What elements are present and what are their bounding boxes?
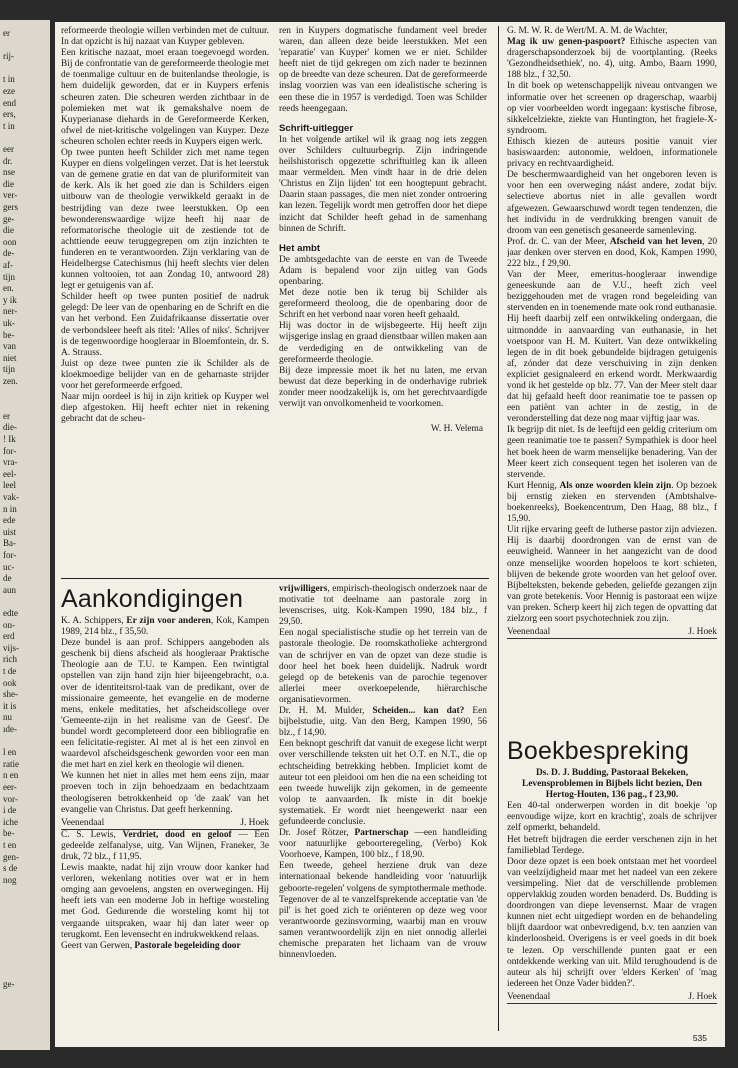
entry-paragraph bbox=[61, 638, 269, 771]
entry-author: Dr. Josef Rötzer, bbox=[279, 828, 349, 839]
paragraph: Hij was doctor in de wijsbegeerte. Hij heeft zijn wijsgerige inslag en graad dienstbaar willen maken aan de verdediging en de ontwikkeling van de gereformeerde theologie. bbox=[279, 321, 487, 365]
strip-fragment: t in bbox=[3, 74, 15, 85]
strip-fragment: eze bbox=[3, 86, 15, 96]
signature-place: Veenendaal bbox=[61, 817, 105, 828]
strip-fragment: nog bbox=[3, 874, 17, 885]
entry-paragraph bbox=[507, 37, 717, 81]
entry-text: Ethisch kiezen de auteurs positie vanuit vier basiswaarden: autonomie, weldoen, informationele privacy en rechtvaardigheid. bbox=[507, 136, 717, 170]
paragraph: Schilder heeft op twee punten positief de nadruk gelegd: De leer van de openbaring en de Schrift en die van het verbond. Een Zuidafrikaanse dissertatie over de verbondsleer heeft als titel: 'Alles of niks'. Schrijver is de tegenwoordige hoogleraar in Bloemfontein, dr. S. A. Strauss. bbox=[61, 292, 269, 358]
book-review-heading: Boekbespreking bbox=[507, 737, 690, 765]
strip-fragment: nse bbox=[3, 167, 15, 178]
entry-paragraph bbox=[507, 270, 717, 425]
entry-paragraph bbox=[507, 26, 717, 37]
strip-fragment: ge- bbox=[3, 213, 15, 224]
strip-fragment: vra- bbox=[3, 457, 18, 468]
strip-fragment: niet bbox=[3, 352, 17, 363]
entry-paragraph bbox=[61, 941, 269, 952]
strip-fragment: rich bbox=[3, 654, 17, 665]
strip-fragment: ge- bbox=[3, 979, 15, 990]
entry-text: G. M. W. R. de Wert/M. A. M. de Wachter, bbox=[507, 26, 668, 36]
entry-text: Tegenover de al te vanzelfsprekende acceptatie van 'de pil' is het goed zich te oriënteren op deze weg voor verantwoorde gezinsvorming, waarbij man en vrouw samen verantwoordelijk zijn en niet onnodig allerlei chemische preparaten het lichaam van de vrouw binnenvloeden. bbox=[279, 894, 487, 961]
entry-text: Deze bundel is aan prof. Schippers aangeboden als geschenk bij diens afscheid als hoogleraar Praktische Theologie aan de T.U. te Kampen. Een twintigtal opstellen van zijn hand zijn hier bijeengebracht, o.a. over de identiteitsrol-taak van de predikant, over de missionaire gemeente, het evangelie en de moderne mens, enkele meditaties, het afscheidscollege over 'Gemeente-zijn in het realisme van de Geest'. De bundel wordt gecompleteerd door een bibliografie en een felicitatie-register. Al met al is het een zinvol en waardevol afscheidsgeschenk geworden voor een man die met hart en ziel kerk en theologie wil dienen. bbox=[61, 638, 269, 771]
entry-title: vrijwilligers bbox=[279, 584, 328, 594]
signature-place: Veenendaal bbox=[507, 627, 551, 638]
entry-publication: , Kok, Kampen 1989, 214 blz., f 35,50. bbox=[61, 616, 269, 638]
entry-author: Geert van Gerwen, bbox=[61, 940, 133, 951]
entry-publication: —een handleiding voor natuurlijke geboorteregeling, (Verbo) Kok Voorhoeve, Kampen, 100 blz., f 18,90. bbox=[279, 828, 487, 861]
strip-fragment: t in bbox=[3, 120, 15, 131]
signature-row bbox=[61, 818, 269, 830]
strip-fragment: die bbox=[3, 225, 14, 236]
section-heading: Schrift-uitlegger bbox=[279, 122, 354, 134]
paragraph: Naar mijn oordeel is hij in zijn kritiek op Kuyper wel diep afgestoken. Hij heeft echter niet in rekening gebracht dat de scheu- bbox=[61, 392, 269, 425]
strip-fragment: on- bbox=[3, 619, 15, 630]
strip-fragment: i de bbox=[3, 805, 17, 816]
entry-paragraph bbox=[279, 584, 487, 628]
signature-row bbox=[507, 992, 717, 1004]
strip-fragment: vor- bbox=[3, 793, 18, 804]
entry-text: In dit boek op wetenschappelijk niveau ontvangen we informatie over het screenen op dragerschap, waarbij op vier voorbeelden wordt ingegaan: kystische fibrose, sikkelcelziekte, ziekte van Huntington, het fragiele-X-syndroom. bbox=[507, 81, 717, 136]
strip-fragment: Ba- bbox=[3, 538, 16, 549]
strip-fragment: af- bbox=[3, 260, 13, 270]
strip-fragment: be- bbox=[3, 329, 15, 340]
strip-fragment: y ik bbox=[3, 294, 17, 305]
paragraph: Een 40-tal onderwerpen worden in dit boekje 'op eenvoudige wijze, kort en krachtig', zoals de schrijver zelf opmerkt, behandeld. bbox=[507, 801, 717, 834]
entry-text: Lewis maakte, nadat hij zijn vrouw door kanker had verloren, wekenlang notities over wat er in hem omging aan gevoelens, angsten en overwegingen. Hij heeft iets van een moderne Job in heftige worsteling met God. Gedurende die worsteling komt hij tot vergaande uitspraken, waar hij dan later weer op terugkomt. Een levensecht en indrukwekkend relaas. bbox=[61, 863, 269, 940]
strip-fragment: ook bbox=[3, 677, 17, 688]
article-column-2 bbox=[279, 26, 487, 574]
entry-title: Er zijn voor anderen bbox=[126, 616, 211, 626]
entry-publication: , 20 jaar denken over sterven en dood, Kok, Kampen 1990, 222 blz., f 29,90. bbox=[507, 236, 717, 269]
author-signature: W. H. Velema bbox=[430, 424, 483, 435]
entry-paragraph bbox=[279, 828, 487, 861]
strip-fragment: s de bbox=[3, 863, 18, 874]
section-heading: Het ambt bbox=[279, 242, 321, 254]
strip-fragment: she- bbox=[3, 689, 18, 700]
paragraph: Een kritische nazaat, moet eraan toegevoegd worden. Bij de confrontatie van de gereformeerde theologie met de toenmalige cultuur en de buitenlandse theologie, is hem duidelijk geworden, dat er in Kuypers erfenis scheuren zaten. Die scheuren werden zichtbaar in de polemieken met wat ik gemakshalve noem de Kuyperianase diehards in de Gereformeerde Kerken, ofwel de niet-kritische volgelingen van Kuyper. Deze scheuren scholen echter reeds in Kuypers eigen werk. bbox=[61, 48, 269, 147]
entry-publication: Ethische aspecten van dragerschapsonderzoek bij de voortplanting. (Reeks 'Gezondheidsethiek', no. 4), uitg. Ambo, Baarn 1990, 188 blz., f 32,50. bbox=[507, 37, 717, 81]
signature-author: J. Hoek bbox=[240, 817, 269, 828]
article-column-3 bbox=[507, 26, 717, 731]
strip-fragment: iche bbox=[3, 816, 18, 827]
paragraph: Door deze opzet is een boek ontstaan met het voordeel van veelzijdigheid maar met het nadeel van een zekere versimpeling. Niet dat de verschillende problemen oppervlakkig zouden worden benaderd. Ds. Budding is doordrongen van diepe levensernst. Maar de vragen kunnen niet echt uitgediept worden en de behandeling blijft daardoor wat onbevredigend, b.v. ten aanzien van kinderloosheid. Overigens is er veel goeds in dit boek te lezen. Op verschillende punten gaat er een ontdekkende werking van uit. Mild terughoudend is de auteur als hij schrijft over 'elders Kerken' of 'mag iedereen het Onze Vader bidden?'. bbox=[507, 856, 717, 989]
entry-author: Dr. H. M. Mulder, bbox=[279, 706, 365, 717]
entry-author: K. A. Schippers, bbox=[61, 616, 124, 626]
entry-text: Van der Meer, emeritus-hoogleraar inwendige geneeskunde aan de V.U., heeft zich veel beziggehouden met de vragen rond begeleiding van stervenden en in toenemende mate ook rond euthanasie. Hij heeft daarbij zelf een ontwikkeling ondergaan, die uitmondde in aanvaarding van euthanasie, in het voetspoor van H. M. Kuitert. Van deze ontwikkeling legen de in dit boek gebundelde bijdragen getuigenis af, zónder dat deze verschuiving in zijn denken expliciet gesignaleerd en erkend wordt. Merkwaardig vond ik het gestelde op blz. 77. Van der Meer stelt daar dat hij gefaald heeft door reanimatie toe te passen op een patiënt van achter in de zestig, in de veronderstelling dat deze nog maar vijftig jaar was. bbox=[507, 270, 717, 425]
entry-title: Verdriet, dood en geloof bbox=[122, 829, 232, 840]
entry-paragraph bbox=[279, 628, 487, 706]
strip-fragment: er bbox=[3, 28, 10, 38]
entry-author: Kurt Hennig, bbox=[507, 480, 557, 491]
paragraph: reformeerde theologie willen verbinden met de cultuur. In dat opzicht is hij nazaat van Kuyper gebleven. bbox=[61, 26, 269, 48]
strip-fragment: die- bbox=[3, 422, 17, 433]
strip-fragment: rij- bbox=[3, 51, 14, 62]
paragraph: Bij deze impressie moet ik het nu laten, me ervan bewust dat deze beperking in de onderhavige rubriek zonder meer noodzakelijk is, om het gerechtvaardigde verwijt van onvolkomenheid te voorkomen. bbox=[279, 365, 487, 409]
paragraph: Met deze notie ben ik terug bij Schilder als gereformeerd theoloog, die de openbaring door de Schrift en het verbond naar voren heeft gehaald. bbox=[279, 288, 487, 321]
paragraph: De ambtsgedachte van de eerste en van de Tweede Adam is bepalend voor zijn uitleg van Gods openbaring. bbox=[279, 254, 487, 287]
strip-fragment: it is bbox=[3, 700, 17, 711]
announcements-column bbox=[61, 582, 269, 1032]
entry-title: Als onze woorden klein zijn bbox=[559, 480, 672, 491]
paragraph: Op twee punten heeft Schilder zich met name tegen Kuyper en diens volgelingen verzet. Dat is het leerstuk van de gemene gratie en dat van de pluriformiteit van de kerk. Als ik het goed zie dan is Schilders eigen uitbouw van de theologie verwikkeld geraakt in de bestrijding van deze twee leerstukken. Op een bewonderenswaardige wijze heeft hij naar de reformatorische theologie uit de zestiende tot de achttiende eeuw teruggegrepen om zijn inzichten te funderen en te verantwoorden. Zijn verklaring van de Heidelbergse Catechismus (hij heeft slechts vier delen kunnen voltooien, tot aan Zondag 10, antwoord 28) legt er getuigenis van af. bbox=[61, 148, 269, 292]
entry-title: Afscheid van het leven bbox=[609, 236, 703, 247]
strip-fragment: vijs- bbox=[3, 642, 20, 653]
paragraph: In het volgende artikel wil ik graag nog iets zeggen over Schilders cultuurbegrip. Zijn indringende heilshistorisch opgezette schriftuitleg kan ik alleen maar vermelden. Men vindt haar in de drie delen 'Christus en Zijn lijden' tot een hoogtepunt gebracht. Daarin staan passages, die men niet zonder ontroering kan lezen. Tegelijk wordt men getroffen door het diepe inzicht dat Schilder heeft gehad in de samenhang binnen de Schrift. bbox=[279, 134, 487, 234]
article-column-1 bbox=[61, 26, 269, 574]
signature-place: Veenendaal bbox=[507, 991, 551, 1002]
strip-fragment: gen- bbox=[3, 851, 19, 862]
strip-fragment: t de bbox=[3, 666, 17, 676]
announcements-heading: Aankondigingen bbox=[61, 585, 244, 613]
page-number: 535 bbox=[692, 1033, 707, 1043]
entry-title: Partnerschap bbox=[354, 828, 409, 839]
entry-publication: , empirisch-theologisch onderzoek naar de motivatie tot deelname aan pastorale zorg in levenscrises, uitg. Kok-Kampen 1990, 184 blz., f 29,50. bbox=[279, 584, 487, 628]
strip-fragment: ratie bbox=[3, 758, 19, 769]
entry-paragraph bbox=[507, 137, 717, 170]
entry-author: C. S. Lewis, bbox=[61, 829, 116, 840]
strip-fragment: die bbox=[3, 178, 14, 189]
paragraph: Het betreft bijdragen die eerder verschenen zijn in het familieblad Terdege. bbox=[507, 834, 717, 856]
signature-row bbox=[507, 627, 717, 639]
strip-fragment: be- bbox=[3, 828, 15, 839]
signature-author: J. Hoek bbox=[688, 991, 717, 1002]
entry-text: We kunnen het niet in alles met hem eens zijn, maar proeven toch in zijn behoedzaam en bedachtzaam theologiseren betrokkenheid op 'de zaak' van het evangelie van Christus. Dat geeft herkenning. bbox=[61, 771, 269, 815]
strip-fragment: de- bbox=[3, 248, 15, 259]
strip-fragment: tijn bbox=[3, 364, 16, 375]
strip-fragment: for- bbox=[3, 550, 17, 560]
entry-paragraph bbox=[61, 616, 269, 638]
strip-fragment: n in bbox=[3, 503, 17, 514]
entry-paragraph bbox=[507, 525, 717, 625]
entry-paragraph bbox=[279, 861, 487, 894]
entry-text: Een tweede, geheel herziene druk van deze internationaal bekende handleiding voor 'natuurlijk geboorte-regelen' volgens de symptothermale methode. bbox=[279, 861, 487, 894]
entry-paragraph bbox=[61, 863, 269, 941]
strip-fragment: ner- bbox=[3, 306, 18, 317]
paragraph: Juist op deze twee punten zie ik Schilder als de kloekmoedige belijder van en de geharnaste strijder voor het gereformeerde erfgoed. bbox=[61, 358, 269, 391]
entry-paragraph bbox=[279, 739, 487, 828]
entry-paragraph bbox=[61, 830, 269, 863]
strip-fragment: l en bbox=[3, 747, 17, 758]
strip-fragment: vak- bbox=[3, 492, 19, 502]
strip-fragment: uc- bbox=[3, 561, 15, 572]
entry-paragraph bbox=[279, 895, 487, 962]
strip-fragment: ver- bbox=[3, 190, 18, 201]
announcements-column-2 bbox=[279, 584, 487, 1034]
strip-fragment: ede bbox=[3, 515, 16, 526]
strip-fragment: gers bbox=[3, 202, 18, 212]
strip-fragment: aun bbox=[3, 584, 16, 595]
entry-title: Pastorale begeleiding door bbox=[134, 940, 241, 951]
signature-author: J. Hoek bbox=[688, 627, 717, 638]
entry-paragraph bbox=[61, 771, 269, 815]
strip-fragment: er bbox=[3, 410, 10, 421]
strip-fragment: erd bbox=[3, 631, 15, 642]
strip-fragment: edte bbox=[3, 608, 18, 618]
entry-paragraph bbox=[507, 81, 717, 136]
entry-paragraph bbox=[507, 170, 717, 237]
entry-paragraph bbox=[507, 237, 717, 270]
entry-author: Prof. dr. C. van der Meer, bbox=[507, 236, 607, 247]
entry-paragraph bbox=[507, 481, 717, 525]
entry-text: Uit rijke ervaring geeft de lutherse pastor zijn adviezen. Hij is daarbij doordrongen van de ernst van de eeuwigheid. Wanneer in het aangezicht van de dood onze menselijke woorden hopeloos te kort schieten, blijven de bekende grote woorden van het geloof over. Bijbelteksten, bekende gebeden, geliefde gezangen zijn van grote betekenis. Voor Hennig is pastoraat een wijze van preken. Scherp keert hij zich tegen de opvatting dat zielzorg een soort psychotechniek zou zijn. bbox=[507, 525, 717, 624]
strip-fragment: for- bbox=[3, 445, 17, 456]
strip-fragment: ıde- bbox=[3, 724, 17, 734]
magazine-page bbox=[55, 22, 725, 1047]
entry-text: Een nogal specialistische studie op het terrein van de pastorale theologie. De roomskatholieke achtergrond van de schrijver en van de opzet van deze studie is door heel het boek heen duidelijk. Nadruk wordt gelegd op de betekenis van de parochie tegenover allerlei meer overkoepelende, hiërarchische organisatievormen. bbox=[279, 628, 487, 705]
strip-fragment: eer- bbox=[3, 782, 17, 792]
strip-fragment: uist bbox=[3, 526, 17, 537]
strip-fragment: eel- bbox=[3, 468, 17, 479]
entry-text: De beschermwaardigheid van het ongeboren leven is voor hen een overweging náást andere, zodat bijv. selectieve abortus niet in alle gevallen wordt afgewezen. Gewaarschuwd wordt tegen tendenzen, die het individu in de verdrukking brengen vanuit de droom van een genetisch gesaneerde samenleving. bbox=[507, 170, 717, 236]
entry-text: Ik begrijp dit niet. Is de leeftijd een geldig criterium om geen reanimatie toe te passen? Sympathiek is door heel het boek heen de warm menselijke benadering. Van der Meer keert zich consequent tegen het isoleren van de stervende. bbox=[507, 425, 717, 480]
strip-fragment: uk- bbox=[3, 318, 15, 328]
strip-fragment: zen. bbox=[3, 376, 18, 386]
entry-paragraph bbox=[279, 706, 487, 739]
strip-fragment: eer bbox=[3, 144, 14, 154]
book-review-title: Ds. D. J. Budding, Pastoraal Bekeken, Levensproblemen in Bijbels licht bezien, Den Hertog-Houten, 136 pag., f 23,90. bbox=[521, 768, 703, 801]
strip-fragment: t en bbox=[3, 840, 17, 850]
entry-publication: — Een gedeelde zelfanalyse, uitg. Van Wijnen, Franeker, 3e druk, 72 blz., f 11,95. bbox=[61, 829, 269, 862]
adjacent-page-strip bbox=[0, 20, 50, 1050]
entry-publication: . Op bezoek bij ernstig zieken en stervenden (Ambtshalve-boekenreeks), Boekencentrum, Den Haag, 88 blz., f 15,90. bbox=[507, 480, 717, 525]
strip-fragment: ers, bbox=[3, 109, 16, 120]
strip-fragment: oon bbox=[3, 236, 17, 247]
entry-paragraph bbox=[507, 425, 717, 480]
strip-fragment: tijn bbox=[3, 271, 16, 282]
strip-fragment: nu bbox=[3, 712, 12, 723]
book-review-column bbox=[507, 734, 717, 1034]
strip-fragment: ! Ik bbox=[3, 434, 16, 444]
entry-publication: Een bijbelstudie, uitg. Van den Berg, Kampen 1990, 56 blz., f 14,90. bbox=[279, 706, 487, 739]
strip-fragment: leel bbox=[3, 480, 16, 491]
strip-fragment: dr. bbox=[3, 155, 13, 166]
entry-text: Een beknopt geschrift dat vanuit de exegese licht werpt over verschillende teksten uit het O.T. en N.T., die op echtscheiding betrekking hebben. Impliciet komt de auteur tot een pleidooi om hen die na een scheiding tot een tweede huwelijk zijn gekomen, in de gemeente volop te aanvaarden. Ik miste in dit boekje systematiek. Er wordt niet heengewerkt naar een gefundeerde conclusie. bbox=[279, 739, 487, 827]
entry-title: Mag ik uw genen-paspoort? bbox=[507, 37, 626, 48]
section-divider bbox=[61, 578, 489, 579]
strip-fragment: van bbox=[3, 341, 16, 352]
entry-title: Scheiden... kan dat? bbox=[372, 706, 465, 717]
paragraph: ren in Kuypers dogmatische fundament veel breder waren, dan alleen deze beide leerstukken. Met een 'reparatie' van Kuyper' komen we er niet. Schilder heeft niet de tijd gekregen om zich nader te bezinnen op de breedte van deze scheuren. Dat de gereformeerde inslag voorzien was van een idealistische schering is een these die in 1957 is verdedigd. Toen was Schilder reeds heengegaan. bbox=[279, 26, 487, 114]
column-divider bbox=[498, 26, 499, 1031]
strip-fragment: n en bbox=[3, 770, 19, 781]
strip-fragment: de bbox=[3, 573, 12, 584]
strip-fragment: en. bbox=[3, 283, 14, 294]
strip-fragment: end bbox=[3, 97, 16, 108]
